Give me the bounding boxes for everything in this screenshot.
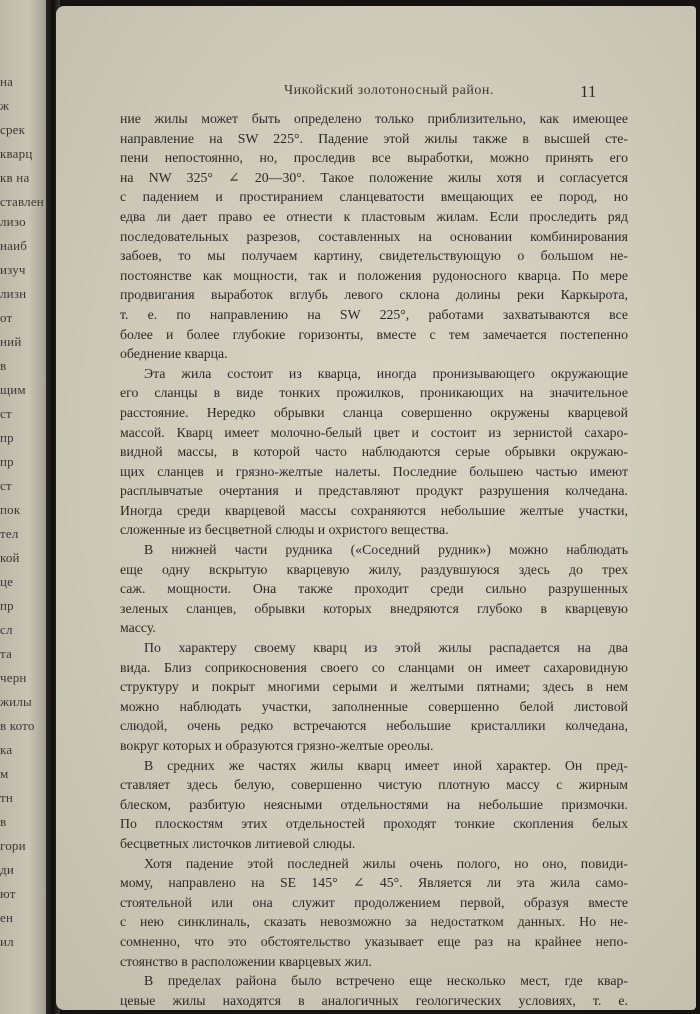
text-line: ставляет здесь белую, совершенно чистую плотную массу с жирным xyxy=(120,777,628,793)
text-line: цевые жилы находятся в аналогичных геологических условиях, т. е. xyxy=(120,992,628,1008)
left-page-line: изуч xyxy=(0,262,26,277)
left-page-line: тн xyxy=(0,790,14,805)
text-line: более и более глубокие горизонты, вместе с тем замечается постепенно xyxy=(120,326,628,342)
left-page-line: ен xyxy=(0,910,14,925)
left-page-line: кой xyxy=(0,550,20,565)
text-line: щих сланцев и грязно-желтые налеты. Последние большею частью имеют xyxy=(120,463,628,479)
left-page-line: срек xyxy=(0,122,26,137)
text-line: его сланцы в виде тонких прожилков, проникающих на значительное xyxy=(120,385,628,401)
left-page-line: це xyxy=(0,574,14,589)
text-line: вокруг которых и образуются грязно-желтые ореолы. xyxy=(120,738,434,753)
text-line: стоянство в расположении кварцевых жил. xyxy=(120,953,372,969)
left-page-line: пок xyxy=(0,502,21,517)
left-page-line: пр xyxy=(0,454,14,469)
left-page-line: ж xyxy=(0,98,10,113)
left-page-line: ст xyxy=(0,406,12,421)
text-line: т. е. по направлению на SW 225°, работами захватываются все xyxy=(120,306,628,322)
left-page-line: ди xyxy=(0,862,14,877)
left-page-line: пр xyxy=(0,430,14,445)
text-line: еще одну вскрытую кварцевую жилу, раздувшуюся здесь до трех xyxy=(120,561,628,577)
left-page-line: кварц xyxy=(0,146,33,161)
left-page-line: в xyxy=(0,358,7,373)
left-page-line: жилы xyxy=(0,694,32,709)
left-page-line: тел xyxy=(0,526,19,541)
text-line: массу. xyxy=(120,620,156,636)
text-line: видной массы, в которой часто наблюдаются серые обрывки окружаю- xyxy=(120,444,628,460)
left-page-line: наиб xyxy=(0,238,28,253)
text-line: По плоскостям этих отдельностей проходят тонкие скопления белых xyxy=(120,816,628,832)
left-page-line: кв на xyxy=(0,170,30,185)
left-page-edge xyxy=(0,0,52,1014)
text-line: сложенные из бесцветной слюды и охристого вещества. xyxy=(120,522,449,538)
text-line: едва ли дает право ее отнести к пластовым жилам. Если проследить ряд xyxy=(120,208,628,224)
left-page-line: ставлен xyxy=(0,194,44,209)
text-line: последовательных разрезов, составленных на основании комбинирования xyxy=(120,228,628,244)
right-page xyxy=(56,6,696,1010)
left-page-line: щим xyxy=(0,382,26,397)
body-text xyxy=(120,109,628,1010)
left-page-line: ка xyxy=(0,742,13,757)
left-page-line: м xyxy=(0,766,9,781)
text-line: направление на SW 225°. Падение этой жилы также в высшей сте- xyxy=(120,130,628,146)
text-line: с нею синклиналь, сказать невозможно за недостатком данных. Но не- xyxy=(120,914,628,930)
text-line: По характеру своему кварц из этой жилы распадается на два xyxy=(144,640,628,656)
left-page-line: ний xyxy=(0,334,22,349)
left-page-line: в xyxy=(0,814,7,829)
text-line: блеском, разбитую неясными отдельностями на небольшие призмочки. xyxy=(120,796,628,812)
text-line: зеленых сланцев, обрывки которых внедряются глубоко в кварцевую xyxy=(120,600,628,616)
left-page-line: та xyxy=(0,646,13,661)
left-page-line: черн xyxy=(0,670,27,685)
text-line: расстояние. Нередко обрывки сланца совершенно окружены кварцевой xyxy=(120,404,628,420)
left-page-line: гори xyxy=(0,838,26,853)
left-page-line: сл xyxy=(0,622,13,637)
left-page-line: пр xyxy=(0,598,14,613)
text-line: постоянстве как мощности, так и положения рудоносного кварца. По мере xyxy=(120,267,628,283)
text-line: слюдой, очень редко встречаются небольшие кристаллики колчедана, xyxy=(120,718,628,734)
text-line: Хотя падение этой последней жилы очень полого, но оно, повиди- xyxy=(144,855,628,871)
page-number: 11 xyxy=(580,82,597,101)
left-page-line: ил xyxy=(0,934,14,949)
text-line: В средних же частях жилы кварц имеет иной характер. Он пред- xyxy=(144,757,628,773)
text-line: с падением и простиранием сланцеватости вмещающих ее пород, но xyxy=(120,189,628,205)
text-line: бесцветных листочков литиевой слюды. xyxy=(120,835,356,851)
text-line: забоев, то мы получаем картину, свидетельствующую о большом не- xyxy=(120,248,628,264)
text-line: пени непостоянно, но, проследив все выработки, можно принять его xyxy=(120,150,628,166)
text-line: В пределах района было встречено еще несколько мест, где квар- xyxy=(144,973,628,989)
text-line: сомненно, что это обстоятельство указывает еще раз на крайнее непо- xyxy=(120,933,628,949)
text-line: саж. мощности. Она также проходит среди сильно разрушенных xyxy=(120,581,628,597)
text-line: структуру и покрыт многими серыми и желтыми пятнами; здесь в нем xyxy=(120,679,628,695)
text-line: стоятельной или она служит продолжением первой, образуя вместе xyxy=(120,894,628,910)
text-line: продвигания выработок вглубь левого склона долины реки Каркырота, xyxy=(120,287,628,303)
left-page-line: лизо xyxy=(0,214,26,229)
text-line: В нижней части рудника («Соседний рудник») можно наблюдать xyxy=(144,542,628,558)
text-line: обеднение кварца. xyxy=(120,346,228,362)
left-page-line: в кото xyxy=(0,718,35,733)
left-page-line: на xyxy=(0,74,14,89)
left-page-line: ст xyxy=(0,478,12,493)
left-page-line: лизн xyxy=(0,286,27,301)
text-line: вида. Близ соприкосновения своего со сланцами он имеет сахаровидную xyxy=(120,659,628,675)
text-line: на NW 325° ∠ 20—30°. Такое положение жилы хотя и согласуется xyxy=(120,169,628,185)
text-line: массой. Кварц имеет молочно-белый цвет и состоит из зернистой сахаро- xyxy=(120,424,628,440)
running-head: Чикойский золотоносный район. xyxy=(284,83,494,98)
text-line: Иногда среди кварцевой массы сохраняются небольшие желтые участки, xyxy=(120,502,628,518)
text-line: мому, направлено на SE 145° ∠ 45°. Является ли эта жила само- xyxy=(120,875,628,891)
text-line: расплывчатые очертания и представляют продукт разрушения колчедана. xyxy=(120,483,628,499)
text-line: ние жилы может быть определено только приблизительно, как имеющее xyxy=(120,111,628,126)
text-line: можно наблюдать участки, заполненные совершенно белой листовой xyxy=(120,698,628,714)
text-line: Эта жила состоит из кварца, иногда пронизывающего окружающие xyxy=(144,365,628,381)
left-page-line: от xyxy=(0,310,13,325)
left-page-line: ют xyxy=(0,886,16,901)
